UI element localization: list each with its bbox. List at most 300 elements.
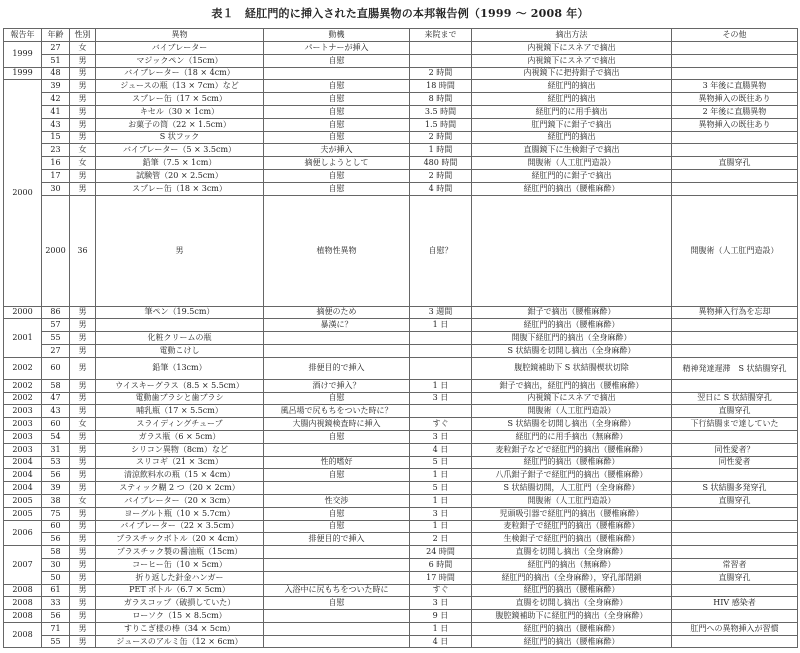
cell-removal-method: 経肛門的摘出（腰椎麻酔） <box>472 182 672 195</box>
cell-removal-method: S 状結腸を切開し摘出（全身麻酔） <box>472 418 672 431</box>
table-row <box>4 195 798 306</box>
cell-removal-method: 直腸を切開し摘出（全身麻酔） <box>472 546 672 559</box>
cell-age: 60 <box>42 520 70 533</box>
cell-object: 電動歯ブラシと歯ブラシ <box>96 392 264 405</box>
table-row <box>4 118 798 131</box>
cell-object: コーヒー缶（10 × 5cm） <box>96 558 264 571</box>
cell-other: 異物挿入の既往あり <box>672 93 798 106</box>
cell-object: 試験管（20 × 2.5cm） <box>96 169 264 182</box>
table-row <box>4 482 798 495</box>
cell-motive: 自慰 <box>264 520 410 533</box>
table-row <box>4 379 798 392</box>
cell-sex: 男 <box>70 182 96 195</box>
cell-motive: 自慰？ <box>410 195 472 306</box>
cell-motive: 暴漢に？ <box>264 319 410 332</box>
cell-other: 肛門への異物挿入が習慣 <box>672 622 798 635</box>
cell-sex: 男 <box>70 546 96 559</box>
cell-motive: 夫が挿入 <box>264 144 410 157</box>
cell-sex: 男 <box>70 332 96 345</box>
table-row <box>4 131 798 144</box>
cell-object: 鉛筆（13cm） <box>96 357 264 379</box>
cell-removal-method: 開腹術（人工肛門造設） <box>672 195 798 306</box>
cell-other: 異物挿入の既往あり <box>672 118 798 131</box>
cell-removal-method: 直腸を切開し摘出（全身麻酔） <box>472 597 672 610</box>
cell-sex: 男 <box>70 80 96 93</box>
cell-other <box>672 533 798 546</box>
cell-other: HIV 感染者 <box>672 597 798 610</box>
cell-age: 43 <box>42 405 70 418</box>
cell-other: 異物挿入行為を忘却 <box>672 306 798 319</box>
cell-time-to-visit: 1 日 <box>410 379 472 392</box>
cell-sex: 男 <box>70 610 96 623</box>
cell-year: 2004 <box>4 469 42 482</box>
cell-time-to-visit <box>410 54 472 67</box>
cell-age: 56 <box>42 469 70 482</box>
cell-time-to-visit: 1 日 <box>410 494 472 507</box>
cell-age: 41 <box>42 105 70 118</box>
cell-motive: 自慰 <box>264 54 410 67</box>
cell-sex: 男 <box>70 392 96 405</box>
case-report-table <box>3 28 798 648</box>
cell-time-to-visit: 1 日 <box>410 520 472 533</box>
cell-other <box>672 67 798 80</box>
cell-time-to-visit <box>410 344 472 357</box>
cell-object: お菓子の筒（22 × 1.5cm） <box>96 118 264 131</box>
cell-sex: 女 <box>70 157 96 170</box>
table-row <box>4 469 798 482</box>
cell-age: 56 <box>42 533 70 546</box>
cell-object <box>96 319 264 332</box>
cell-motive <box>264 610 410 623</box>
table-row <box>4 456 798 469</box>
cell-age: 56 <box>42 610 70 623</box>
cell-time-to-visit: 3 日 <box>410 507 472 520</box>
cell-other <box>672 430 798 443</box>
cell-time-to-visit: 2 時間 <box>410 131 472 144</box>
table-row <box>4 635 798 648</box>
cell-removal-method: 経肛門的摘出 <box>472 80 672 93</box>
cell-time-to-visit: 3.5 時間 <box>410 105 472 118</box>
cell-removal-method: 肛門鏡下に鉗子で摘出 <box>472 118 672 131</box>
cell-sex: 女 <box>70 494 96 507</box>
cell-year: 2003 <box>4 430 42 443</box>
cell-year: 2002 <box>4 392 42 405</box>
header-sex: 性別 <box>70 29 96 42</box>
cell-sex: 男 <box>96 195 264 306</box>
cell-age: 36 <box>70 195 96 306</box>
table-row <box>4 332 798 345</box>
cell-sex: 男 <box>70 405 96 418</box>
cell-year: 2004 <box>4 456 42 469</box>
header-other: その他 <box>672 29 798 42</box>
cell-object: シリコン異物（8cm）など <box>96 443 264 456</box>
cell-object: すりこぎ様の棒（34 × 5cm） <box>96 622 264 635</box>
cell-removal-method: 児頭吸引器で経肛門的摘出（腰椎麻酔） <box>472 507 672 520</box>
cell-sex: 男 <box>70 357 96 379</box>
cell-age: 60 <box>42 418 70 431</box>
cell-other: 直腸穿孔 <box>672 494 798 507</box>
cell-age: 75 <box>42 507 70 520</box>
cell-motive: 自慰 <box>264 105 410 118</box>
cell-motive <box>264 558 410 571</box>
cell-sex: 男 <box>70 507 96 520</box>
cell-year: 2004 <box>4 482 42 495</box>
cell-sex: 男 <box>70 169 96 182</box>
table-title: 表１ 経肛門的に挿入された直腸異物の本邦報告例（1999 ～ 2008 年） <box>211 7 589 20</box>
cell-time-to-visit: 1 日 <box>410 319 472 332</box>
cell-motive: 自慰 <box>264 131 410 144</box>
cell-sex: 男 <box>70 93 96 106</box>
cell-motive: パートナーが挿入 <box>264 42 410 55</box>
cell-other <box>672 546 798 559</box>
cell-object: ローソク（15 × 8.5cm） <box>96 610 264 623</box>
cell-other: 2 年後に直腸異物 <box>672 105 798 118</box>
table-row <box>4 144 798 157</box>
table-row <box>4 169 798 182</box>
header-time-to-visit: 来院まで <box>410 29 472 42</box>
cell-motive <box>264 635 410 648</box>
cell-year: 2000 <box>4 306 42 319</box>
cell-object: キセル（30 × 1cm） <box>96 105 264 118</box>
cell-object: ジュースのアルミ缶（12 × 6cm） <box>96 635 264 648</box>
cell-age: 39 <box>42 482 70 495</box>
table-row <box>4 584 798 597</box>
cell-motive: 排便目的で挿入 <box>264 357 410 379</box>
cell-age: 54 <box>42 430 70 443</box>
cell-age: 27 <box>42 344 70 357</box>
cell-age: 48 <box>42 67 70 80</box>
cell-other: 同性愛者 <box>672 456 798 469</box>
header-year: 報告年 <box>4 29 42 42</box>
cell-removal-method: 経肛門的摘出 <box>472 131 672 144</box>
cell-motive <box>264 67 410 80</box>
cell-object: ヨーグルト瓶（10 × 5.7cm） <box>96 507 264 520</box>
cell-object: マジックペン（15cm） <box>96 54 264 67</box>
cell-object: バイブレーター（18 × 4cm） <box>96 67 264 80</box>
cell-object: スライディングチューブ <box>96 418 264 431</box>
cell-year: 2001 <box>4 319 42 357</box>
cell-time-to-visit: 4 時間 <box>410 182 472 195</box>
cell-age: 39 <box>42 80 70 93</box>
table-row <box>4 306 798 319</box>
cell-motive <box>264 443 410 456</box>
cell-time-to-visit: 4 日 <box>410 635 472 648</box>
cell-time-to-visit: すぐ <box>410 584 472 597</box>
cell-removal-method: 経肛門的摘出（腰椎麻酔） <box>472 319 672 332</box>
table-row <box>4 418 798 431</box>
cell-time-to-visit: 5 日 <box>410 482 472 495</box>
cell-motive <box>264 571 410 584</box>
cell-other <box>672 319 798 332</box>
cell-sex: 男 <box>70 344 96 357</box>
cell-time-to-visit: 1 日 <box>410 622 472 635</box>
table-row <box>4 182 798 195</box>
cell-time-to-visit: 8 時間 <box>410 93 472 106</box>
cell-time-to-visit <box>410 405 472 418</box>
cell-removal-method: 開腹術（人工肛門造設） <box>472 157 672 170</box>
table-row <box>4 344 798 357</box>
cell-removal-method: 開腹術（人工肛門造設） <box>472 494 672 507</box>
cell-motive: 大腸内視鏡検査時に挿入 <box>264 418 410 431</box>
cell-age: 42 <box>42 93 70 106</box>
cell-motive <box>264 482 410 495</box>
cell-sex: 男 <box>70 456 96 469</box>
cell-sex: 女 <box>70 418 96 431</box>
cell-motive: 性的嗜好 <box>264 456 410 469</box>
cell-removal-method: 経肛門的摘出 <box>472 93 672 106</box>
cell-removal-method: 直腸鏡下に生検鉗子で摘出 <box>472 144 672 157</box>
cell-time-to-visit: 24 時間 <box>410 546 472 559</box>
table-row <box>4 93 798 106</box>
cell-year: 2003 <box>4 405 42 418</box>
table-row <box>4 443 798 456</box>
cell-removal-method: 生検鉗子で経肛門的摘出（腰椎麻酔） <box>472 533 672 546</box>
cell-time-to-visit: 2 日 <box>410 533 472 546</box>
table-row <box>4 622 798 635</box>
cell-removal-method: 経肛門的摘出（無麻酔） <box>472 558 672 571</box>
cell-sex: 女 <box>70 144 96 157</box>
header-removal-method: 摘出方法 <box>472 29 672 42</box>
table-row <box>4 610 798 623</box>
cell-sex: 女 <box>70 42 96 55</box>
cell-time-to-visit: 3 日 <box>410 430 472 443</box>
cell-age: 50 <box>42 571 70 584</box>
cell-other: 直腸穿孔 <box>672 571 798 584</box>
cell-time-to-visit <box>472 195 672 306</box>
table-row <box>4 597 798 610</box>
table-row <box>4 533 798 546</box>
header-age: 年齢 <box>42 29 70 42</box>
cell-motive <box>264 546 410 559</box>
cell-motive <box>264 344 410 357</box>
cell-other: 同性愛者？ <box>672 443 798 456</box>
table-row <box>4 42 798 55</box>
cell-object: バイブレーター（22 × 3.5cm） <box>96 520 264 533</box>
cell-time-to-visit: 480 時間 <box>410 157 472 170</box>
cell-age: 30 <box>42 182 70 195</box>
cell-sex: 男 <box>70 520 96 533</box>
cell-motive: 排便目的で挿入 <box>264 533 410 546</box>
cell-age: 47 <box>42 392 70 405</box>
cell-age: 61 <box>42 584 70 597</box>
table-row <box>4 546 798 559</box>
cell-removal-method: 八爪鉗子鉗子で経肛門的摘出（腰椎麻酔） <box>472 469 672 482</box>
cell-year: 2008 <box>4 622 42 648</box>
header-motive: 動機 <box>264 29 410 42</box>
cell-year: 2000 <box>4 80 42 306</box>
cell-motive <box>264 332 410 345</box>
cell-age: 30 <box>42 558 70 571</box>
cell-time-to-visit <box>410 332 472 345</box>
cell-motive: 風呂場で尻もちをついた時に？ <box>264 405 410 418</box>
table-row <box>4 405 798 418</box>
cell-object: ガラスコップ（破損していた） <box>96 597 264 610</box>
cell-removal-method: 開腹術（人工肛門造設） <box>472 405 672 418</box>
cell-motive: 酒けで挿入？ <box>264 379 410 392</box>
table-body <box>4 42 798 648</box>
cell-object: S 状フック <box>96 131 264 144</box>
cell-object: バイブレーター（5 × 3.5cm） <box>96 144 264 157</box>
cell-age: 58 <box>42 546 70 559</box>
cell-object: 化粧クリームの瓶 <box>96 332 264 345</box>
cell-other <box>672 379 798 392</box>
cell-age: 51 <box>42 54 70 67</box>
cell-year: 2005 <box>4 507 42 520</box>
cell-sex: 男 <box>70 482 96 495</box>
cell-motive: 自慰 <box>264 392 410 405</box>
cell-motive: 摘便のため <box>264 306 410 319</box>
cell-removal-method: 鉗子で摘出，経肛門的摘出（腰椎麻酔） <box>472 379 672 392</box>
cell-motive: 自慰 <box>264 469 410 482</box>
cell-age: 71 <box>42 622 70 635</box>
cell-age: 38 <box>42 494 70 507</box>
cell-age: 57 <box>42 319 70 332</box>
table-row <box>4 558 798 571</box>
cell-sex: 男 <box>70 469 96 482</box>
cell-sex: 男 <box>70 443 96 456</box>
cell-age: 15 <box>42 131 70 144</box>
cell-sex: 男 <box>70 584 96 597</box>
cell-other: 直腸穿孔 <box>672 405 798 418</box>
cell-time-to-visit: 1 時間 <box>410 144 472 157</box>
cell-object: 清涼飲料水の瓶（15 × 4cm） <box>96 469 264 482</box>
cell-motive: 性交渉 <box>264 494 410 507</box>
cell-sex: 男 <box>70 118 96 131</box>
cell-year: 1999 <box>4 67 42 80</box>
table-row <box>4 80 798 93</box>
cell-motive: 自慰 <box>264 597 410 610</box>
table-row <box>4 319 798 332</box>
cell-removal-method: 経肛門的摘出（腰椎麻酔） <box>472 584 672 597</box>
cell-other <box>672 507 798 520</box>
table-row <box>4 157 798 170</box>
cell-object: 鉛筆（7.5 × 1cm） <box>96 157 264 170</box>
cell-sex: 男 <box>70 379 96 392</box>
cell-other <box>672 635 798 648</box>
cell-removal-method: 経肛門的摘出（腰椎麻酔） <box>472 456 672 469</box>
cell-motive: 摘便しようとして <box>264 157 410 170</box>
cell-removal-method: 内視鏡下にスネアで摘出 <box>472 42 672 55</box>
cell-time-to-visit: 4 日 <box>410 443 472 456</box>
cell-year: 2002 <box>4 379 42 392</box>
cell-age: 58 <box>42 379 70 392</box>
cell-motive: 自慰 <box>264 169 410 182</box>
cell-sex: 男 <box>70 430 96 443</box>
cell-object: プラスチック製の醤油瓶（15cm） <box>96 546 264 559</box>
cell-time-to-visit: 18 時間 <box>410 80 472 93</box>
cell-year: 2008 <box>4 584 42 597</box>
cell-other <box>672 610 798 623</box>
cell-other <box>672 332 798 345</box>
cell-object: 筆ペン（19.5cm） <box>96 306 264 319</box>
cell-year: 2007 <box>4 546 42 584</box>
cell-age: 16 <box>42 157 70 170</box>
cell-removal-method: 鉗子で摘出（腰椎麻酔） <box>472 306 672 319</box>
cell-age: 43 <box>42 118 70 131</box>
table-row <box>4 571 798 584</box>
cell-age: 60 <box>42 357 70 379</box>
cell-other: 精神発達遅滞 S 状結腸穿孔 <box>672 357 798 379</box>
table-row <box>4 105 798 118</box>
cell-object: スリコギ（21 × 3cm） <box>96 456 264 469</box>
cell-object: スティック糊 2 つ（20 × 2cm） <box>96 482 264 495</box>
cell-removal-method: 経肛門的摘出（腰椎麻酔） <box>472 622 672 635</box>
cell-object: 電動こけし <box>96 344 264 357</box>
cell-removal-method: 腹腔鏡補助下に経肛門的摘出（全身麻酔） <box>472 610 672 623</box>
cell-age: 53 <box>42 456 70 469</box>
cell-sex: 男 <box>70 67 96 80</box>
cell-age: 86 <box>42 306 70 319</box>
cell-sex: 男 <box>70 54 96 67</box>
cell-year: 2000 <box>42 195 70 306</box>
table-row <box>4 494 798 507</box>
cell-year: 2005 <box>4 494 42 507</box>
cell-time-to-visit: 3 日 <box>410 597 472 610</box>
cell-motive: 自慰 <box>264 507 410 520</box>
cell-sex: 男 <box>70 558 96 571</box>
cell-removal-method: 麦粒鉗子などで経肛門的摘出（腰椎麻酔） <box>472 443 672 456</box>
header-object: 異物 <box>96 29 264 42</box>
cell-object: プラスチックボトル（20 × 4cm） <box>96 533 264 546</box>
cell-time-to-visit: 9 日 <box>410 610 472 623</box>
cell-other <box>672 182 798 195</box>
cell-removal-method: 内視鏡下に把持鉗子で摘出 <box>472 67 672 80</box>
cell-year: 2008 <box>4 610 42 623</box>
cell-other <box>672 344 798 357</box>
cell-object: ガラス瓶（6 × 5cm） <box>96 430 264 443</box>
cell-sex: 男 <box>70 105 96 118</box>
table-row <box>4 357 798 379</box>
cell-removal-method: 内視鏡下にスネアで摘出 <box>472 54 672 67</box>
cell-time-to-visit: 2 時間 <box>410 67 472 80</box>
cell-age: 33 <box>42 597 70 610</box>
cell-time-to-visit <box>410 42 472 55</box>
cell-age: 55 <box>42 332 70 345</box>
cell-time-to-visit: 6 時間 <box>410 558 472 571</box>
cell-time-to-visit: 1 日 <box>410 469 472 482</box>
cell-object: ウイスキーグラス（8.5 × 5.5cm） <box>96 379 264 392</box>
cell-age: 31 <box>42 443 70 456</box>
cell-motive: 自慰 <box>264 93 410 106</box>
cell-time-to-visit: 3 週間 <box>410 306 472 319</box>
cell-object: スプレー缶（18 × 3cm） <box>96 182 264 195</box>
cell-removal-method: 経肛門的摘出（腰椎麻酔） <box>472 635 672 648</box>
cell-removal-method: 経肛門的に用手摘出（無麻酔） <box>472 430 672 443</box>
cell-time-to-visit: 2 時間 <box>410 169 472 182</box>
cell-object: ジュースの瓶（13 × 7cm）など <box>96 80 264 93</box>
cell-sex: 男 <box>70 635 96 648</box>
table-row <box>4 520 798 533</box>
table-row <box>4 54 798 67</box>
cell-year: 2008 <box>4 597 42 610</box>
cell-age: 17 <box>42 169 70 182</box>
cell-sex: 男 <box>70 319 96 332</box>
cell-removal-method: 腹腔鏡補助下 S 状結腸楔状切除 <box>472 357 672 379</box>
cell-other <box>672 131 798 144</box>
cell-motive <box>264 622 410 635</box>
cell-sex: 男 <box>70 306 96 319</box>
cell-other: 直腸穿孔 <box>672 157 798 170</box>
cell-sex: 男 <box>70 622 96 635</box>
cell-other <box>672 469 798 482</box>
cell-year: 2003 <box>4 443 42 456</box>
table-row <box>4 507 798 520</box>
cell-removal-method: 経肛門的摘出（全身麻酔），穿孔部閉鎖 <box>472 571 672 584</box>
cell-motive: 入浴中に尻もちをついた時に <box>264 584 410 597</box>
cell-time-to-visit: 17 時間 <box>410 571 472 584</box>
table-row <box>4 392 798 405</box>
cell-motive: 自慰 <box>264 80 410 93</box>
